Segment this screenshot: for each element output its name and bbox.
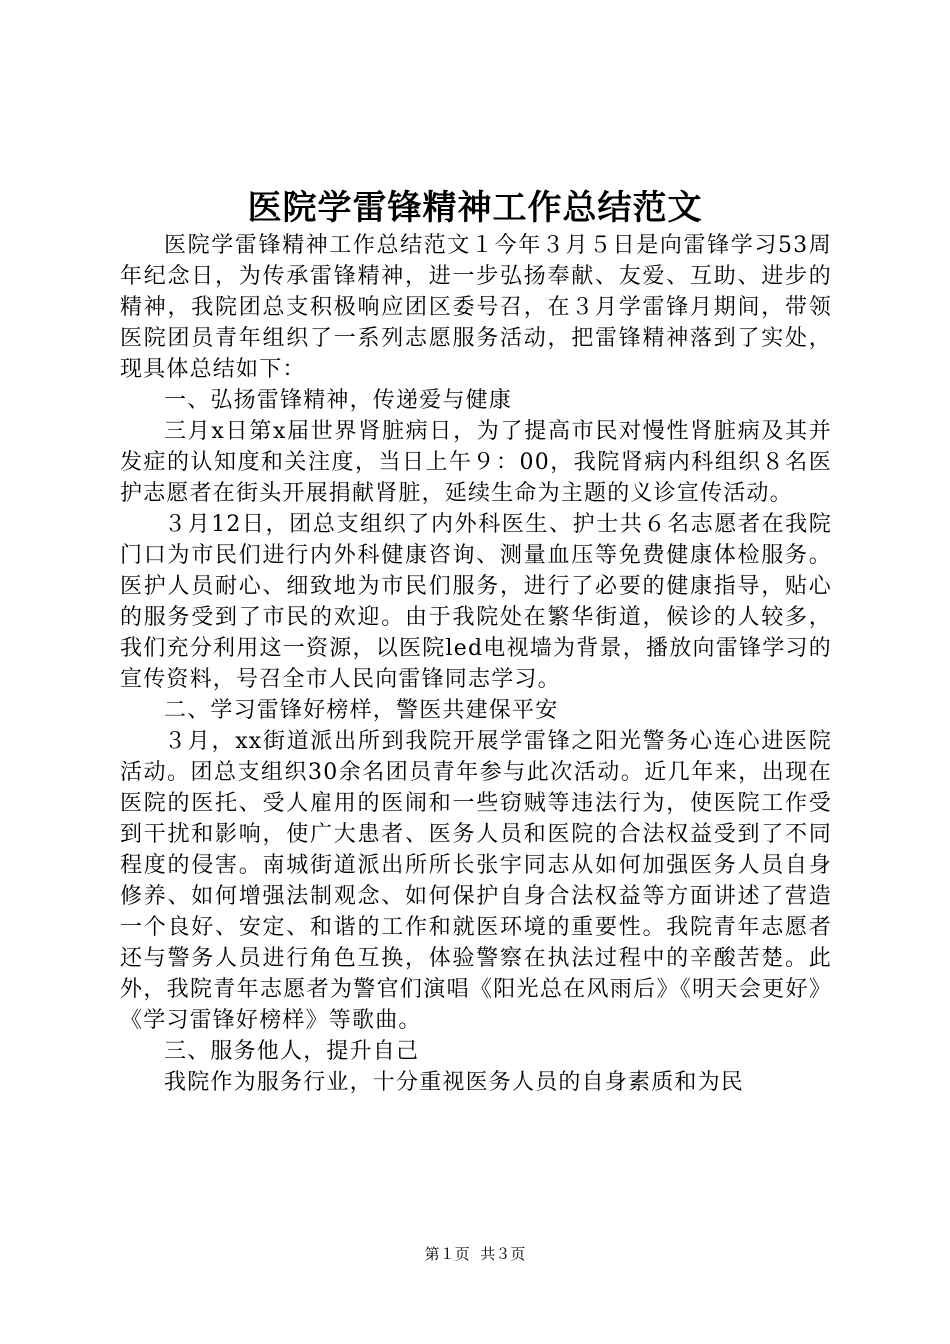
page-number: 第１页 (424, 1245, 470, 1263)
section-heading-1: 一、弘扬雷锋精神，传递爱与健康 (164, 388, 513, 413)
document-body (120, 230, 832, 1098)
intro-paragraph: 医院学雷锋精神工作总结范文１今年３月５日是向雷锋学习53周年纪念日，为传承雷锋精神，进一步弘扬奉献、友爱、互助、进步的精神，我院团总支积极响应团区委号召，在３月学雷锋月期间，带领医院团员青年组织了一系列志愿服务活动，把雷锋精神落到了实处，现具体总结如下： (120, 233, 832, 382)
page-footer (0, 1244, 950, 1264)
document-title: 医院学雷锋精神工作总结范文 (247, 188, 703, 228)
page-total: 共３页 (480, 1245, 526, 1263)
section-heading-2: 二、学习雷锋好榜样，警医共建保平安 (164, 698, 559, 723)
section-1-paragraph-1: 三月x日第x届世界肾脏病日，为了提高市民对慢性肾脏病及其并发症的认知度和关注度，当日上午９：00，我院肾病内科组织８名医护志愿者在街头开展捐献肾脏，延续生命为主题的义诊宣传活动。 (120, 419, 832, 506)
section-3-paragraph-1: 我院作为服务行业，十分重视医务人员的自身素质和为民 (164, 1070, 745, 1095)
section-1-paragraph-2: ３月12日，团总支组织了内外科医生、护士共６名志愿者在我院门口为市民们进行内外科健康咨询、测量血压等免费健康体检服务。医护人员耐心、细致地为市民们服务，进行了必要的健康指导，贴心的服务受到了市民的欢迎。由于我院处在繁华街道，候诊的人较多，我们充分利用这一资源，以医院led电视墙为背景，播放向雷锋学习的宣传资料，号召全市人民向雷锋同志学习。 (120, 512, 832, 692)
section-2-paragraph-1: ３月，xx街道派出所到我院开展学雷锋之阳光警务心连心进医院活动。团总支组织30余名团员青年参与此次活动。近几年来，出现在医院的医托、受人雇用的医闹和一些窃贼等违法行为，使医院工作受到干扰和影响，使广大患者、医务人员和医院的合法权益受到了不同程度的侵害。南城街道派出所所长张宇同志从如何加强医务人员自身修养、如何增强法制观念、如何保护自身合法权益等方面讲述了营造一个良好、安定、和谐的工作和就医环境的重要性。我院青年志愿者还与警务人员进行角色互换，体验警察在执法过程中的辛酸苦楚。此外，我院青年志愿者为警官们演唱《阳光总在风雨后》《明天会更好》《学习雷锋好榜样》等歌曲。 (120, 729, 832, 1033)
section-heading-3: 三、服务他人，提升自己 (164, 1039, 420, 1064)
